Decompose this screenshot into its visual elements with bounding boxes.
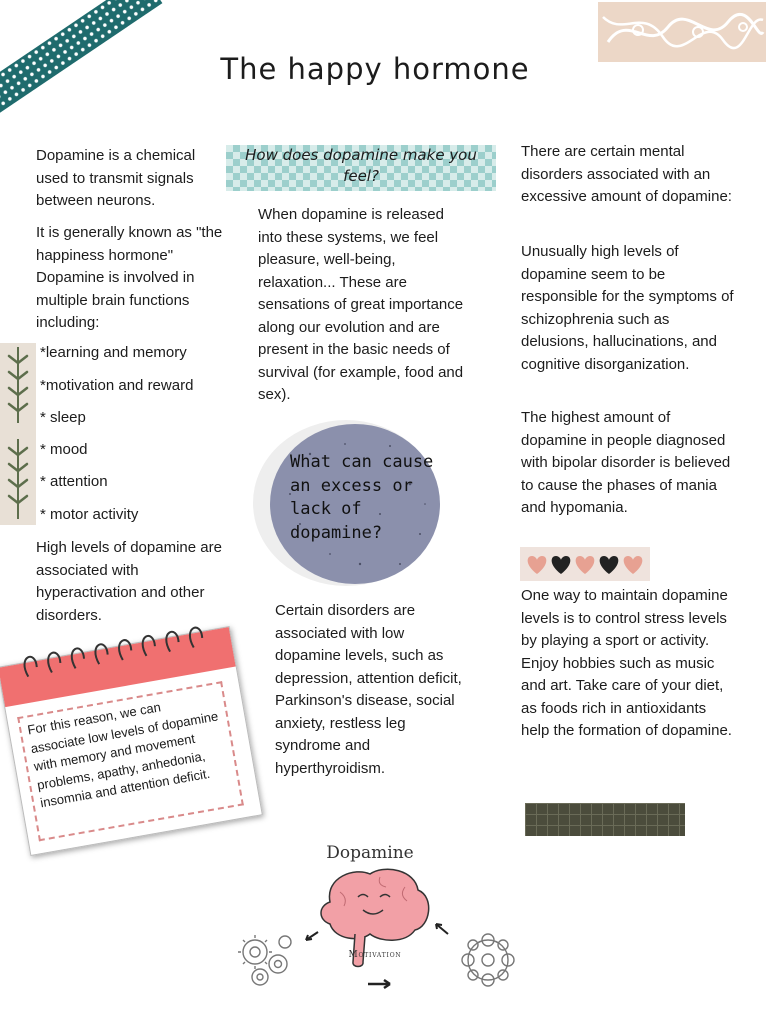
known-as-paragraph <box>36 222 228 335</box>
known-as-text: It is generally known as "the happiness hormone" Dopamine is involved in multiple brain functions including: <box>36 224 223 331</box>
function-item: * motor activity <box>40 506 139 523</box>
notepad-note <box>0 626 263 856</box>
function-item: *motivation and reward <box>40 377 194 394</box>
page-title: The happy hormone <box>220 52 530 86</box>
high-levels-paragraph <box>36 537 232 627</box>
motivation-label: Motivation <box>348 950 402 960</box>
maintain-paragraph <box>521 585 736 743</box>
network-icon <box>462 934 514 986</box>
notepad-body <box>17 681 244 841</box>
question-heading: How does dopamine make you feel? <box>245 146 477 185</box>
function-item: * mood <box>40 441 88 458</box>
intro-text: Dopamine is a chemical used to transmit signals between neurons. <box>36 147 196 209</box>
bipolar-text: The highest amount of dopamine in people diagnosed with bipolar disorder is believed to cause the phases of mania and hypomania. <box>521 409 731 516</box>
feelings-text: When dopamine is released into these systems, we feel pleasure, well-being, relaxation... These are sensations of great importance along our evolution and are present in the basic needs of survival (for example, food and sex). <box>258 206 464 403</box>
intro-paragraph <box>36 145 226 213</box>
vine-decoration <box>0 343 36 525</box>
gears-icon <box>238 935 291 985</box>
hearts-strip <box>520 547 650 581</box>
function-item: *learning and memory <box>40 344 187 361</box>
maintain-text: One way to maintain dopamine levels is to control stress levels by playing a sport or activity. Enjoy hobbies such as music and art. Take care of your diet, as foods rich in antioxidants help the formation of dopamine. <box>521 587 732 739</box>
schizophrenia-text: Unusually high levels of dopamine seem to be responsible for the symptoms of schizophrenia such as delusions, hallucinations, and cognitive disorganization. <box>521 243 734 373</box>
circle-question: What can cause an excess or lack of dopamine? <box>290 452 434 543</box>
function-item: * sleep <box>40 409 86 426</box>
feelings-paragraph <box>258 204 470 407</box>
mental-disorders-text: There are certain mental disorders associated with an excessive amount of dopamine: <box>521 143 732 205</box>
low-disorders-paragraph <box>275 600 465 780</box>
mental-disorders-paragraph <box>521 141 736 209</box>
diagram-title: Dopamine <box>326 843 414 863</box>
bipolar-paragraph <box>521 407 736 520</box>
low-disorders-text: Certain disorders are associated with low dopamine levels, such as depression, attention deficit, Parkinson's disease, social anxiety, restless leg syndrome and hyperthyroidism. <box>275 602 462 777</box>
dark-grid-tape <box>525 803 685 836</box>
function-item: * attention <box>40 473 108 490</box>
dopamine-diagram <box>230 862 520 1012</box>
high-levels-text: High levels of dopamine are associated with hyperactivation and other disorders. <box>36 539 222 624</box>
schizophrenia-paragraph <box>521 241 736 376</box>
notepad-text: For this reason, we can associate low levels of dopamine with memory and movement problems, apathy, anhedonia, insomnia and attention deficit. <box>26 699 220 811</box>
